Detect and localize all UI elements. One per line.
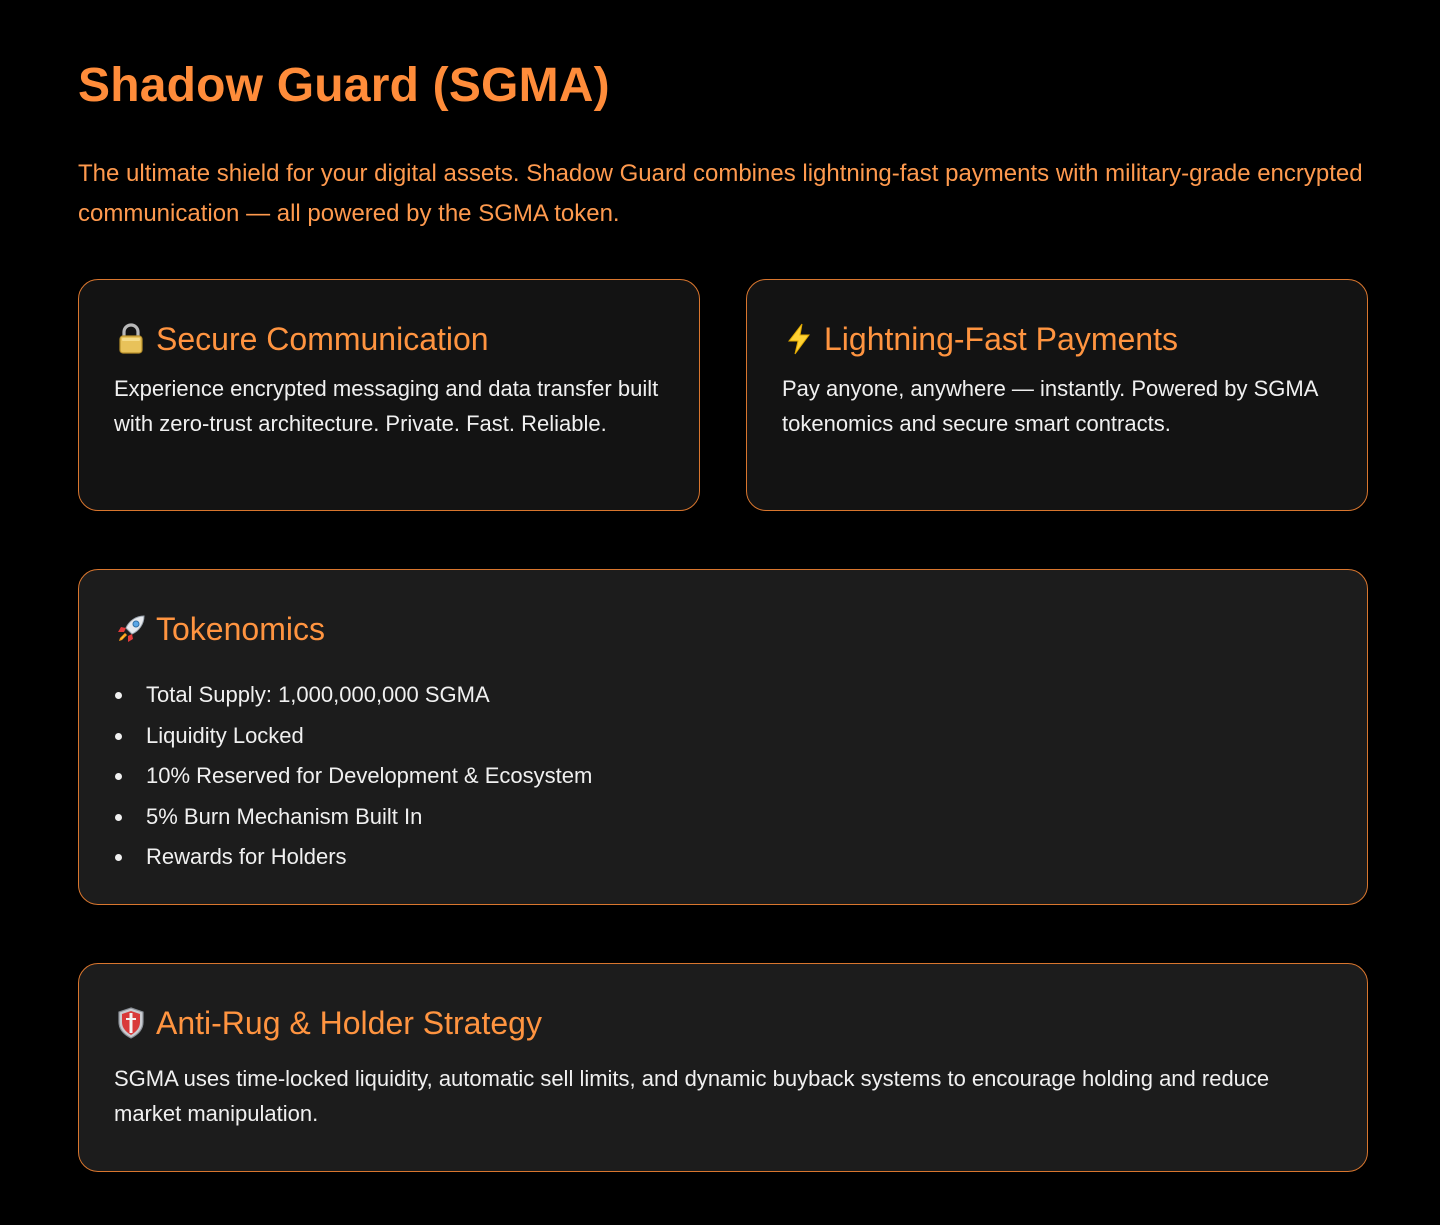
lock-icon (114, 322, 148, 356)
shield-icon (114, 1006, 148, 1040)
rocket-icon (114, 612, 148, 646)
card-title-row (782, 315, 1332, 363)
card-title-row (114, 315, 664, 363)
secure-communication-card (78, 279, 700, 511)
card-text: Pay anyone, anywhere — instantly. Powered by SGMA tokenomics and secure smart contracts. (782, 376, 1318, 436)
card-title: Tokenomics (156, 610, 325, 647)
card-title-row (114, 605, 1332, 653)
list-item: 10% Reserved for Development & Ecosystem (114, 756, 1332, 797)
tokenomics-list (114, 675, 1332, 878)
lightning-icon (782, 322, 816, 356)
card-text: Experience encrypted messaging and data transfer built with zero-trust architecture. Private. Fast. Reliable. (114, 376, 659, 436)
card-text: SGMA uses time-locked liquidity, automatic sell limits, and dynamic buyback systems to encourage holding and reduce market manipulation. (114, 1066, 1270, 1126)
card-title: Anti-Rug & Holder Strategy (156, 1004, 542, 1041)
card-title: Lightning-Fast Payments (824, 320, 1178, 357)
lightning-payments-card (746, 279, 1368, 511)
list-item: Liquidity Locked (114, 716, 1332, 757)
anti-rug-card (78, 963, 1368, 1172)
card-title-row (114, 999, 1332, 1047)
list-item: Total Supply: 1,000,000,000 SGMA (114, 675, 1332, 716)
list-item: Rewards for Holders (114, 837, 1332, 878)
page-title: Shadow Guard (SGMA) (78, 59, 610, 112)
list-item: 5% Burn Mechanism Built In (114, 797, 1332, 838)
card-title: Secure Communication (156, 320, 489, 357)
intro-text: The ultimate shield for your digital assets. Shadow Guard combines lightning-fast payments with military-grade encrypted communication — all powered by the SGMA token. (78, 160, 1363, 227)
tokenomics-card (78, 569, 1368, 905)
